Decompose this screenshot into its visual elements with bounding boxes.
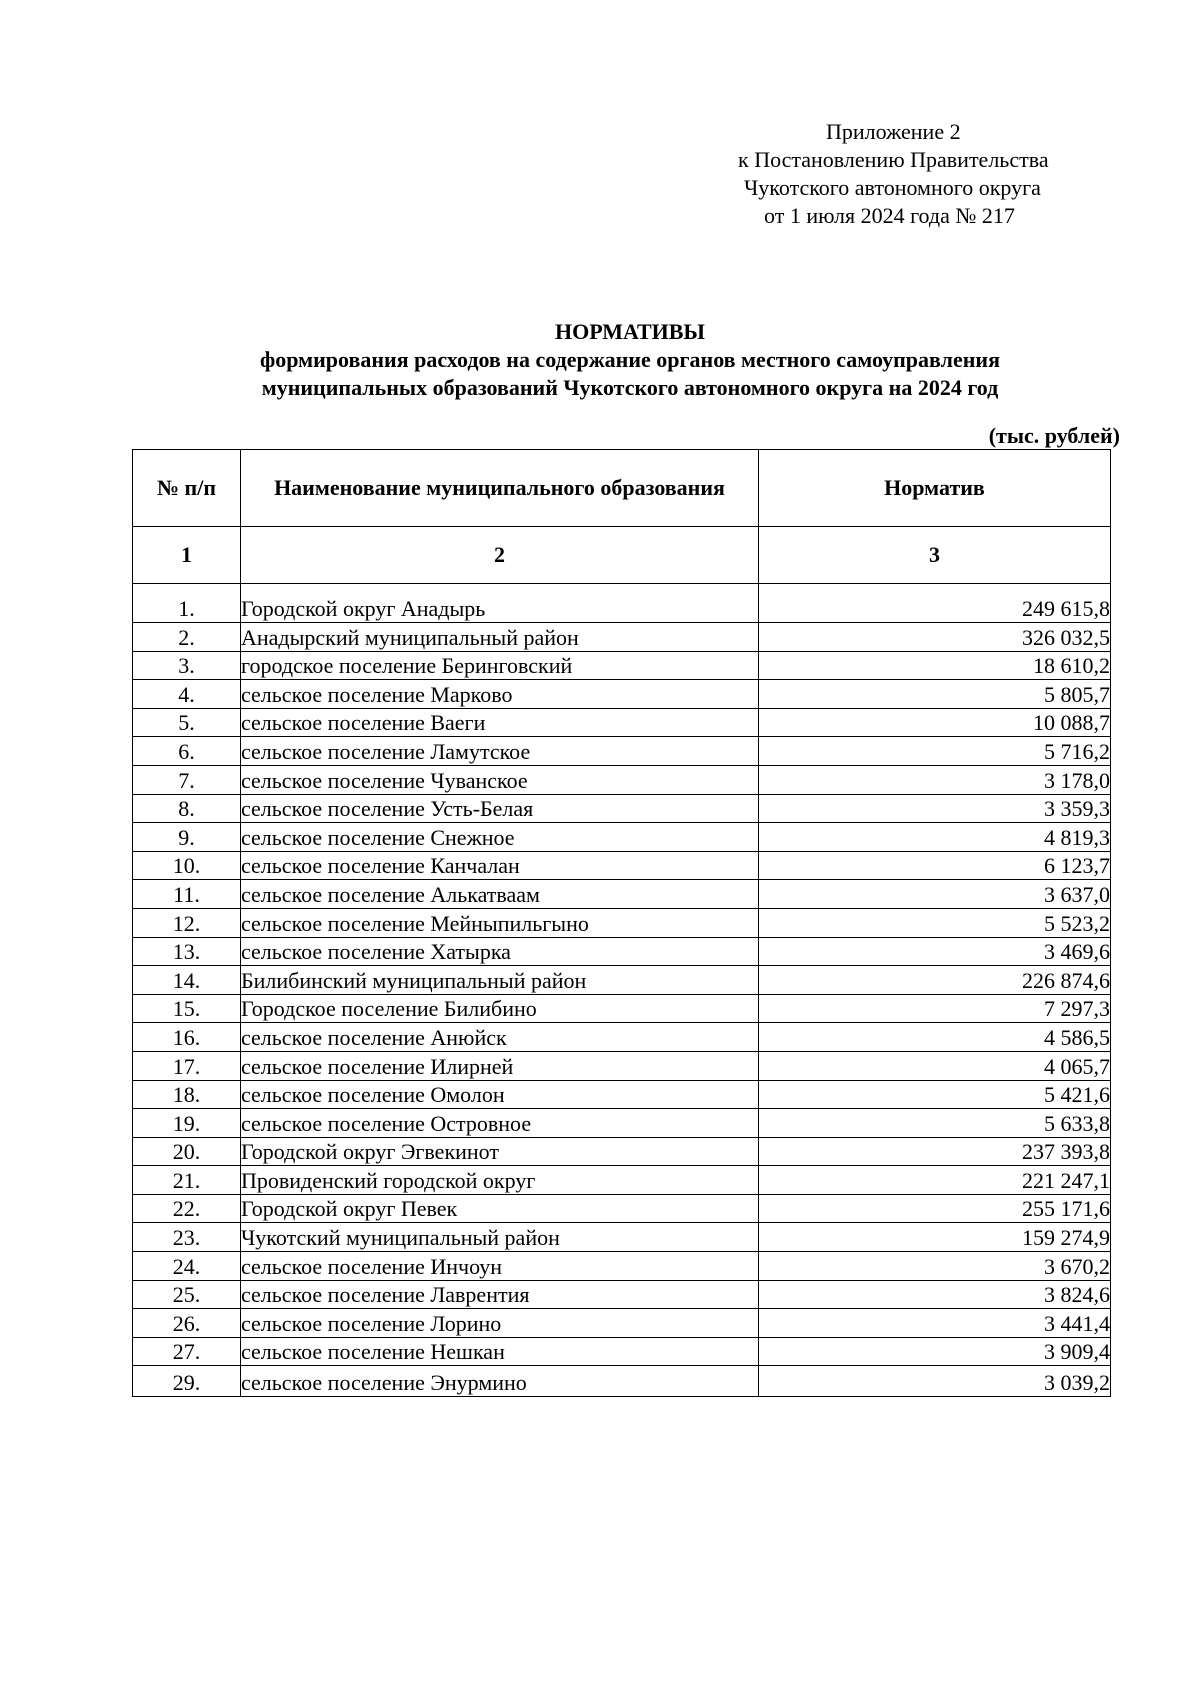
row-number: 7. — [133, 765, 241, 794]
row-name: Провиденский городской округ — [241, 1166, 759, 1195]
row-value: 159 274,9 — [759, 1223, 1111, 1252]
row-name: сельское поселение Чуванское — [241, 765, 759, 794]
table-row — [133, 1309, 1111, 1338]
table-row — [133, 651, 1111, 680]
row-name: сельское поселение Марково — [241, 680, 759, 709]
table-row — [133, 794, 1111, 823]
row-value: 5 633,8 — [759, 1109, 1111, 1138]
title-main: НОРМАТИВЫ — [554, 319, 706, 344]
row-value: 7 297,3 — [759, 994, 1111, 1023]
row-name: сельское поселение Нешкан — [241, 1337, 759, 1366]
row-value: 4 819,3 — [759, 823, 1111, 852]
table-row — [133, 1051, 1111, 1080]
row-name: сельское поселение Мейныпильгыно — [241, 908, 759, 937]
column-number-2: 2 — [241, 527, 759, 584]
row-number: 13. — [133, 937, 241, 966]
row-value: 5 716,2 — [759, 737, 1111, 766]
table-row — [133, 1337, 1111, 1366]
row-name: сельское поселение Хатырка — [241, 937, 759, 966]
appendix-block — [738, 118, 1098, 230]
column-number-row — [133, 527, 1111, 584]
row-name: Городской округ Певек — [241, 1194, 759, 1223]
row-name: сельское поселение Анюйск — [241, 1023, 759, 1052]
row-name: сельское поселение Илирней — [241, 1051, 759, 1080]
row-number: 22. — [133, 1194, 241, 1223]
header-number: № п/п — [133, 450, 241, 527]
table-row — [133, 1109, 1111, 1138]
appendix-line-1: Приложение 2 — [826, 119, 961, 144]
table-row — [133, 1366, 1111, 1397]
title-sub-2: муниципальных образований Чукотского автономного округа на 2024 год — [261, 375, 999, 400]
row-value: 18 610,2 — [759, 651, 1111, 680]
table-row — [133, 823, 1111, 852]
row-number: 16. — [133, 1023, 241, 1052]
table-row — [133, 851, 1111, 880]
row-value: 4 586,5 — [759, 1023, 1111, 1052]
row-value: 3 909,4 — [759, 1337, 1111, 1366]
row-name: Городское поселение Билибино — [241, 994, 759, 1023]
table-row — [133, 1023, 1111, 1052]
row-number: 6. — [133, 737, 241, 766]
row-name: сельское поселение Лаврентия — [241, 1280, 759, 1309]
row-value: 10 088,7 — [759, 708, 1111, 737]
table-header-row — [133, 450, 1111, 527]
row-number: 11. — [133, 880, 241, 909]
row-name: Билибинский муниципальный район — [241, 966, 759, 995]
header-name: Наименование муниципального образования — [241, 450, 759, 527]
row-name: сельское поселение Канчалан — [241, 851, 759, 880]
row-name: городское поселение Беринговский — [241, 651, 759, 680]
row-number: 25. — [133, 1280, 241, 1309]
row-value: 226 874,6 — [759, 966, 1111, 995]
row-number: 12. — [133, 908, 241, 937]
row-number: 29. — [133, 1366, 241, 1397]
table-row — [133, 937, 1111, 966]
row-number: 15. — [133, 994, 241, 1023]
table-row — [133, 584, 1111, 623]
row-number: 18. — [133, 1080, 241, 1109]
row-value: 3 469,6 — [759, 937, 1111, 966]
row-number: 3. — [133, 651, 241, 680]
row-value: 249 615,8 — [759, 584, 1111, 623]
row-name: Чукотский муниципальный район — [241, 1223, 759, 1252]
title-sub-1: формирования расходов на содержание органов местного самоуправления — [259, 347, 1000, 372]
row-value: 3 359,3 — [759, 794, 1111, 823]
row-name: сельское поселение Алькатваам — [241, 880, 759, 909]
row-value: 3 441,4 — [759, 1309, 1111, 1338]
table-row — [133, 966, 1111, 995]
row-name: сельское поселение Инчоун — [241, 1252, 759, 1281]
column-number-3: 3 — [759, 527, 1111, 584]
row-value: 3 039,2 — [759, 1366, 1111, 1397]
row-value: 255 171,6 — [759, 1194, 1111, 1223]
row-value: 5 421,6 — [759, 1080, 1111, 1109]
table-row — [133, 1137, 1111, 1166]
row-value: 3 670,2 — [759, 1252, 1111, 1281]
table-row — [133, 765, 1111, 794]
table-row — [133, 737, 1111, 766]
row-value: 3 824,6 — [759, 1280, 1111, 1309]
document-title — [130, 318, 1130, 402]
table-row — [133, 880, 1111, 909]
row-name: сельское поселение Лорино — [241, 1309, 759, 1338]
table-row — [133, 1194, 1111, 1223]
row-name: Городской округ Анадырь — [241, 584, 759, 623]
row-value: 237 393,8 — [759, 1137, 1111, 1166]
row-name: Городской округ Эгвекинот — [241, 1137, 759, 1166]
row-number: 26. — [133, 1309, 241, 1338]
row-number: 10. — [133, 851, 241, 880]
row-number: 23. — [133, 1223, 241, 1252]
row-name: сельское поселение Ламутское — [241, 737, 759, 766]
row-name: сельское поселение Усть-Белая — [241, 794, 759, 823]
row-name: Анадырский муниципальный район — [241, 623, 759, 652]
table-row — [133, 708, 1111, 737]
row-value: 3 178,0 — [759, 765, 1111, 794]
row-name: сельское поселение Омолон — [241, 1080, 759, 1109]
table-row — [133, 1252, 1111, 1281]
row-number: 17. — [133, 1051, 241, 1080]
row-name: сельское поселение Ваеги — [241, 708, 759, 737]
header-value: Норматив — [759, 450, 1111, 527]
table-row — [133, 680, 1111, 709]
row-name: сельское поселение Снежное — [241, 823, 759, 852]
appendix-line-4: от 1 июля 2024 года № 217 — [764, 203, 1015, 228]
table-row — [133, 1166, 1111, 1195]
row-number: 5. — [133, 708, 241, 737]
row-number: 4. — [133, 680, 241, 709]
row-number: 8. — [133, 794, 241, 823]
row-number: 19. — [133, 1109, 241, 1138]
appendix-line-3: Чукотского автономного округа — [744, 175, 1041, 200]
row-value: 4 065,7 — [759, 1051, 1111, 1080]
row-value: 5 523,2 — [759, 908, 1111, 937]
row-name: сельское поселение Энурмино — [241, 1366, 759, 1397]
table-row — [133, 1080, 1111, 1109]
table-row — [133, 1223, 1111, 1252]
table-row — [133, 994, 1111, 1023]
row-number: 20. — [133, 1137, 241, 1166]
row-value: 3 637,0 — [759, 880, 1111, 909]
row-value: 326 032,5 — [759, 623, 1111, 652]
table-row — [133, 623, 1111, 652]
row-number: 24. — [133, 1252, 241, 1281]
norms-table — [132, 449, 1111, 1397]
table-row — [133, 1280, 1111, 1309]
row-value: 221 247,1 — [759, 1166, 1111, 1195]
column-number-1: 1 — [133, 527, 241, 584]
row-value: 5 805,7 — [759, 680, 1111, 709]
table-row — [133, 908, 1111, 937]
row-number: 9. — [133, 823, 241, 852]
appendix-line-2: к Постановлению Правительства — [738, 147, 1049, 172]
row-number: 1. — [133, 584, 241, 623]
row-value: 6 123,7 — [759, 851, 1111, 880]
row-name: сельское поселение Островное — [241, 1109, 759, 1138]
row-number: 21. — [133, 1166, 241, 1195]
row-number: 2. — [133, 623, 241, 652]
unit-label: (тыс. рублей) — [988, 423, 1120, 448]
row-number: 27. — [133, 1337, 241, 1366]
row-number: 14. — [133, 966, 241, 995]
